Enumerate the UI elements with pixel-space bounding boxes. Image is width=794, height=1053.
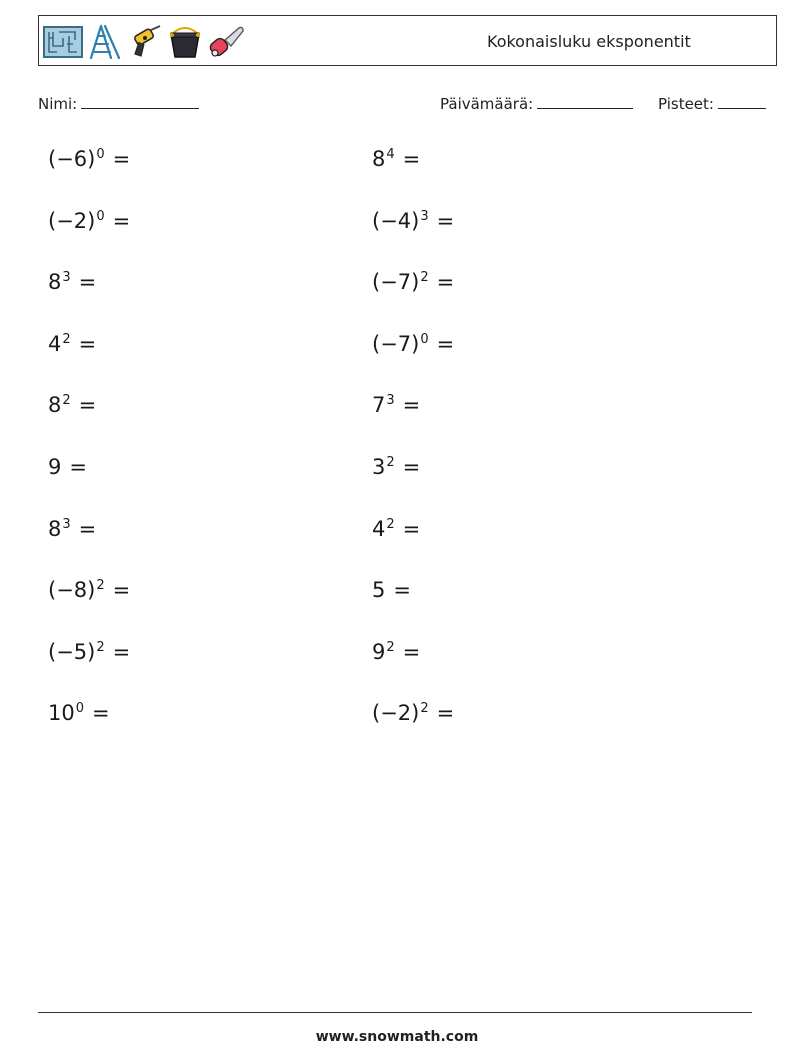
problem-exponent: 2 xyxy=(420,270,429,286)
date-blank[interactable] xyxy=(537,94,633,109)
name-blank[interactable] xyxy=(81,94,199,109)
problem-base: 9 xyxy=(48,455,62,479)
date-label: Päivämäärä: xyxy=(440,95,534,113)
score-field[interactable] xyxy=(658,94,766,113)
problem-equals: = xyxy=(78,393,97,418)
problem-item xyxy=(48,517,96,541)
problem-base: 9 xyxy=(372,639,386,664)
name-field[interactable] xyxy=(38,94,199,113)
problem-base: 10 xyxy=(48,701,75,726)
problem-equals: = xyxy=(402,516,421,541)
problem-exponent: 0 xyxy=(75,701,85,717)
problem-equals: = xyxy=(436,208,455,233)
problem-item xyxy=(372,578,411,602)
problem-equals: = xyxy=(436,270,455,295)
ladder-icon xyxy=(87,24,123,60)
problem-base: (−6) xyxy=(48,147,96,171)
problem-base: (−8) xyxy=(48,578,96,603)
problem-base: 8 xyxy=(48,516,62,541)
score-label: Pisteet: xyxy=(658,95,714,113)
problem-equals: = xyxy=(436,701,455,726)
problem-base: 5 xyxy=(372,578,386,603)
problem-exponent: 3 xyxy=(386,393,395,409)
chainsaw-icon xyxy=(207,24,245,60)
header-icons xyxy=(43,22,245,62)
problem-base: (−5) xyxy=(48,639,96,664)
problem-item xyxy=(48,270,96,294)
problem-base: 4 xyxy=(372,516,386,541)
drill-icon xyxy=(127,24,163,60)
problem-item xyxy=(372,147,420,171)
problem-item xyxy=(372,393,420,417)
problem-item xyxy=(48,578,130,602)
problem-equals: = xyxy=(69,455,87,479)
problem-item xyxy=(48,640,130,664)
date-field[interactable] xyxy=(440,94,633,113)
problem-exponent: 2 xyxy=(386,516,395,532)
problem-equals: = xyxy=(112,147,131,171)
problem-item xyxy=(48,209,130,233)
problem-equals: = xyxy=(78,270,97,295)
problem-equals: = xyxy=(402,147,421,171)
problem-exponent: 3 xyxy=(420,208,429,224)
problem-item xyxy=(372,455,420,479)
problem-equals: = xyxy=(402,455,421,479)
problem-equals: = xyxy=(112,208,131,233)
problem-exponent: 3 xyxy=(62,516,71,532)
problem-exponent: 2 xyxy=(96,639,105,655)
problem-item xyxy=(372,332,454,356)
problem-base: (−2) xyxy=(48,208,96,233)
problem-base: 8 xyxy=(48,270,62,295)
problem-exponent: 2 xyxy=(96,578,105,594)
bucket-icon xyxy=(167,24,203,60)
name-label: Nimi: xyxy=(38,95,78,113)
problem-base: (−2) xyxy=(372,701,420,726)
problem-item xyxy=(372,640,420,664)
problem-exponent: 2 xyxy=(386,639,395,655)
worksheet-title: Kokonaisluku eksponentit xyxy=(487,32,691,51)
problem-base: 8 xyxy=(372,147,386,171)
problem-exponent: 2 xyxy=(62,393,71,409)
problem-equals: = xyxy=(112,639,131,664)
worksheet-header xyxy=(38,15,777,66)
problem-base: 4 xyxy=(48,331,62,356)
problem-equals: = xyxy=(393,578,411,603)
problem-item xyxy=(48,701,110,725)
problem-item xyxy=(48,147,130,171)
problem-exponent: 0 xyxy=(420,331,429,347)
footer-url: www.snowmath.com xyxy=(315,1029,479,1045)
problem-item xyxy=(48,332,96,356)
problem-item xyxy=(372,701,454,725)
problem-equals: = xyxy=(92,701,110,726)
problem-base: (−7) xyxy=(372,270,420,295)
problem-equals: = xyxy=(402,639,421,664)
maze-icon xyxy=(43,26,83,58)
problem-item xyxy=(372,270,454,294)
problem-exponent: 2 xyxy=(420,701,429,717)
problem-exponent: 2 xyxy=(62,331,71,347)
problem-base: (−4) xyxy=(372,208,420,233)
problem-exponent: 0 xyxy=(96,147,105,162)
problem-base: 7 xyxy=(372,393,386,418)
problem-base: 3 xyxy=(372,455,386,479)
problem-equals: = xyxy=(436,331,455,356)
problem-item xyxy=(372,209,454,233)
problem-base: 8 xyxy=(48,393,62,418)
problem-item xyxy=(48,455,87,479)
problem-equals: = xyxy=(112,578,131,603)
problem-equals: = xyxy=(402,393,421,418)
score-blank[interactable] xyxy=(718,94,766,109)
problem-equals: = xyxy=(78,331,97,356)
problem-base: (−7) xyxy=(372,331,420,356)
problem-exponent: 4 xyxy=(386,147,395,162)
problem-exponent: 0 xyxy=(96,208,105,224)
problem-equals: = xyxy=(78,516,97,541)
problem-exponent: 3 xyxy=(62,270,71,286)
problem-item xyxy=(372,517,420,541)
problem-exponent: 2 xyxy=(386,455,395,470)
footer-divider xyxy=(38,1012,752,1013)
problem-item xyxy=(48,393,96,417)
